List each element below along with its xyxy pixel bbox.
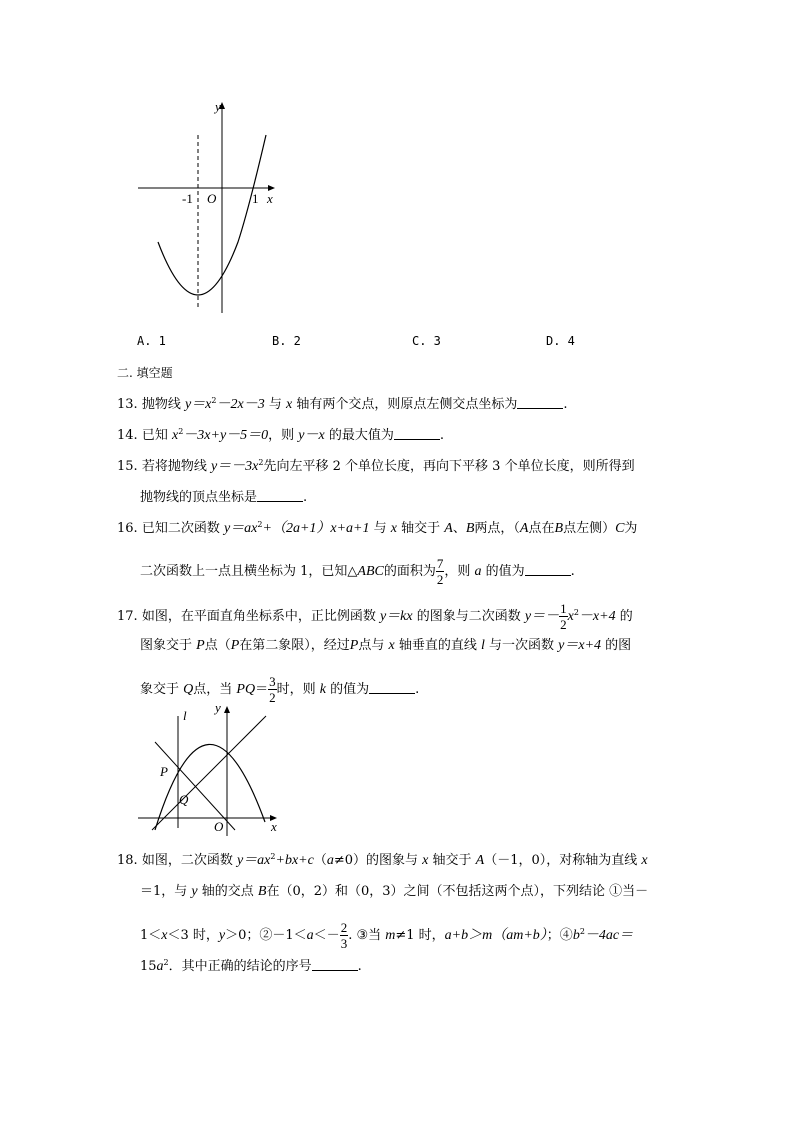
answer-blank[interactable]: [525, 564, 571, 576]
question-17-line1: 17. 如图，在平面直角坐标系中，正比例函数 y＝kx 的图象与二次函数 y＝－ $\frac{1}{2}$ $x^2-x+4$ 的: [117, 601, 633, 632]
question-17-line3: 象交于 Q点，当 PQ＝ $\frac{3}{2}$ 时，则 k 的值为 .: [140, 674, 420, 705]
parabola-curve: [155, 744, 265, 830]
fraction-3-2: $\frac{3}{2}$: [269, 674, 276, 705]
question-18-line3: 1＜x＜3 时，y＞0；②－1＜a＜－ $\frac{2}{3}$ . ③当 m≠1 时，a+b＞m（am+b）；$④b^2-4ac=$: [140, 920, 634, 951]
figure-parabola-1: [130, 95, 290, 320]
tick-neg1: -1: [182, 191, 193, 206]
answer-blank[interactable]: [394, 428, 440, 440]
question-17-line2: 图象交于 P点（P在第二象限），经过P点与 x 轴垂直的直线 l 与一次函数 y＝x+4 的图: [140, 638, 632, 653]
choice-c: C. 3: [412, 334, 441, 348]
label-P: P: [160, 764, 168, 779]
fraction-7-2: $\frac{7}{2}$: [436, 556, 444, 587]
section-title: 二. 填空题: [117, 366, 173, 380]
choice-d: D. 4: [546, 334, 575, 348]
question-18-line1: 18. 如图，二次函数 $y=ax^2+bx+c(a\ne 0)$的图象与 x 轴交于 A（－1，0），对称轴为直线 x: [117, 852, 648, 868]
origin-label: O: [214, 819, 224, 834]
answer-blank[interactable]: [312, 959, 358, 971]
y-axis-arrow: [224, 706, 230, 713]
question-14: 14. 已知 $x^2-3x+y-5=0$，则 y－x 的最大值为 .: [117, 427, 445, 443]
figure-parabola-2: [130, 698, 290, 840]
question-13: 13. 抛物线 $y=x^2-2x-3$ 与 x 轴有两个交点，则原点左侧交点坐标为 .: [117, 396, 568, 412]
tick-1: 1: [252, 191, 259, 206]
x-axis-label: x: [271, 819, 277, 834]
line-y-x-plus-4: [152, 716, 266, 830]
x-axis-label: x: [267, 191, 273, 206]
line-y-kx: [155, 742, 235, 830]
question-15-line2: 抛物线的顶点坐标是 .: [140, 490, 308, 505]
question-18-line2: ＝1，与 y 轴的交点 B在（0，2）和（0，3）之间（不包括这两个点），下列结论 ①当－: [140, 884, 649, 899]
choice-b: B. 2: [272, 334, 301, 348]
answer-blank[interactable]: [517, 397, 563, 409]
fraction-2-3: $\frac{2}{3}$: [340, 920, 348, 951]
origin-label: O: [207, 191, 217, 206]
parabola-curve: [158, 135, 266, 295]
choice-a: A. 1: [137, 334, 166, 348]
y-axis-label: y: [215, 99, 221, 114]
label-l: l: [183, 708, 187, 723]
y-axis-label: y: [215, 700, 221, 715]
answer-blank[interactable]: [369, 682, 415, 694]
question-15-line1: 15. 若将抛物线 $y=-3x^2$先向左平移 2 个单位长度，再向下平移 3 个单位长度，则所得到: [117, 458, 635, 474]
question-18-line4: $15a^2$．其中正确的结论的序号 .: [140, 958, 362, 974]
label-Q: Q: [179, 792, 189, 807]
answer-blank[interactable]: [257, 490, 303, 502]
question-16-line2: 二次函数上一点且横坐标为 1，已知△ABC的面积为 $\frac{7}{2}$ ，则 a 的值为 .: [140, 556, 575, 587]
question-16-line1: 16. 已知二次函数 $y=ax^2+(2a+1)x+a+1$ 与 x 轴交于 A、B两点，（A点在B点左侧）C为: [117, 520, 638, 536]
fraction-1-2: $\frac{1}{2}$: [560, 601, 567, 632]
